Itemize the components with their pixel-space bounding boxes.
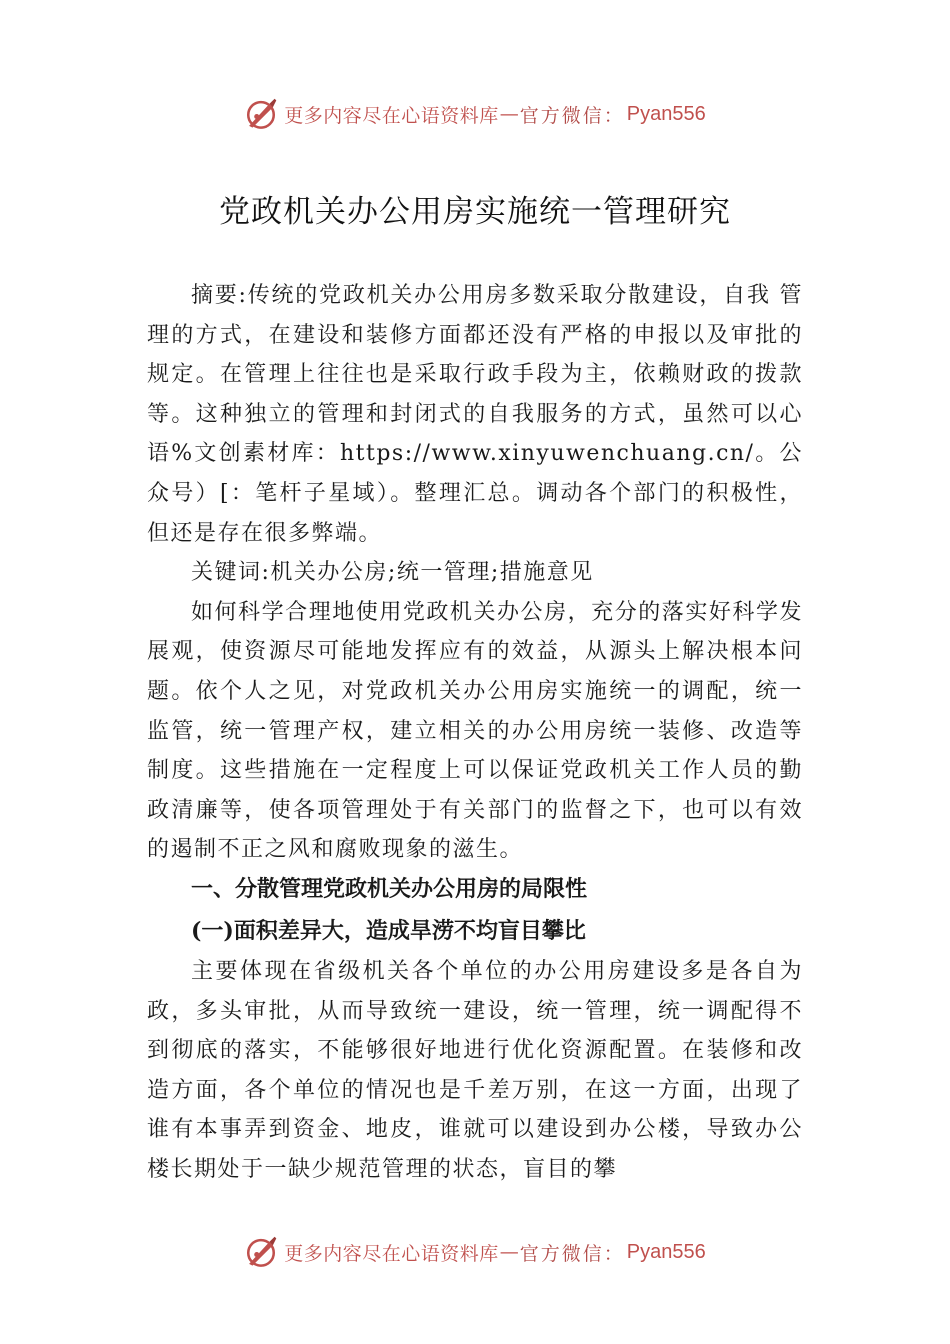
banner-wechat-label: 官方微信： xyxy=(519,1242,625,1265)
banner-wechat-id: Pyan556 xyxy=(626,102,706,125)
banner-dash: — xyxy=(499,1241,519,1263)
subsection-body-paragraph: 主要体现在省级机关各个单位的办公用房建设多是各自为政，多头审批，从而导致统一建设，统一管理，统一调配得不到彻底的落实，不能够很好地进行优化资源配置。在装修和改造方面，各个单位的情况也是千差万别，在这一方面，出现了谁有本事弄到资金、地皮，谁就可以建设到办公楼，导致办公楼长期处于一缺少规范管理的状态，盲目的攀 xyxy=(147,958,803,1182)
document-body xyxy=(147,276,803,1189)
intro-paragraph: 如何科学合理地使用党政机关办公房，充分的落实好科学发展观，使资源尽可能地发挥应有的效益，从源头上解决根本问题。依个人之见，对党政机关办公用房实施统一的调配，统一监管，统一管理产权，建立相关的办公用房统一装修、改造等制度。这些措施在一定程度上可以保证党政机关工作人员的勤政清廉等，使各项管理处于有关部门的监督之下，也可以有效的遏制不正之风和腐败现象的滋生。 xyxy=(147,599,803,863)
header-banner xyxy=(0,94,950,134)
section-heading: 一、分散管理党政机关办公用房的局限性 xyxy=(191,876,588,902)
banner-brand-text: 更多内容尽在心语资料库 xyxy=(284,1242,499,1265)
brush-logo-icon xyxy=(244,97,278,131)
banner-dash: — xyxy=(499,103,519,125)
keywords-paragraph: 关键词:机关办公房;统一管理;措施意见 xyxy=(191,560,594,586)
banner-wechat-label: 官方微信： xyxy=(519,104,625,127)
banner-wechat-id: Pyan556 xyxy=(626,1240,706,1263)
banner-brand-text: 更多内容尽在心语资料库 xyxy=(284,104,499,127)
footer-banner xyxy=(0,1232,950,1272)
document-title: 党政机关办公用房实施统一管理研究 xyxy=(219,194,731,230)
subsection-heading: (一)面积差异大，造成旱涝不均盲目攀比 xyxy=(191,917,586,944)
abstract-paragraph: 摘要:传统的党政机关办公用房多数采取分散建设，自我 管理的方式，在建设和装修方面都还没有严格的申报以及审批的规定。在管理上往往也是采取行政手段为主，依赖财政的拨款等。这种独立的管理和封闭式的自我服务的方式，虽然可以心语%文创素材库：https://www.xinyuwenchuang.cn/。公众号）[：笔杆子星域）。整理汇总。调动各个部门的积极性，但还是存在很多弊端。 xyxy=(147,283,803,546)
brush-logo-icon xyxy=(244,1235,278,1269)
